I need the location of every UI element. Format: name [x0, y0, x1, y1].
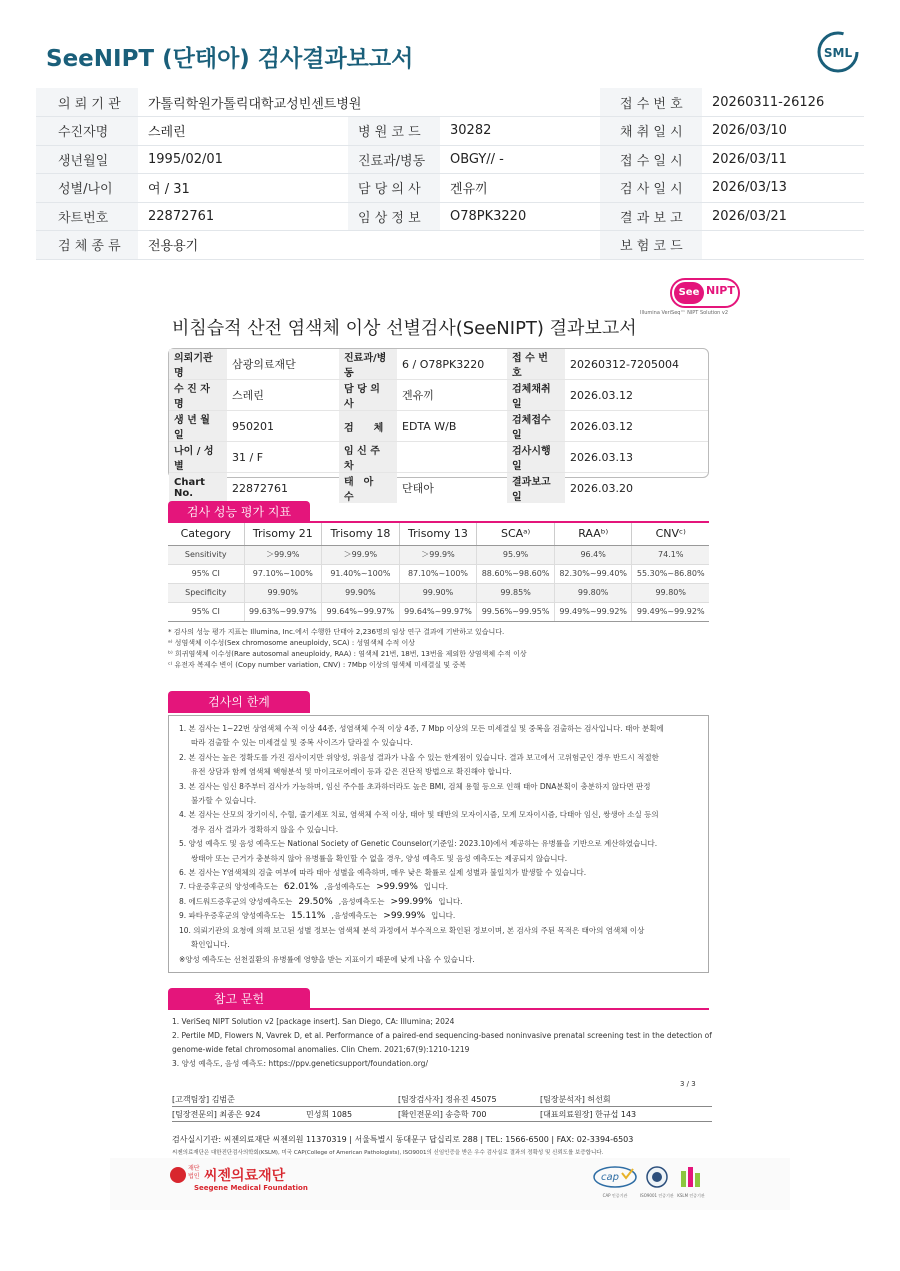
ppv-line: [179, 880, 701, 894]
perf-cell: 99.80%: [632, 583, 709, 602]
outer-value: 스레린: [138, 117, 348, 146]
info-label: 생 년 월 일: [169, 411, 227, 442]
perf-cell: Specificity: [168, 583, 244, 602]
perf-cell: 99.85%: [477, 583, 555, 602]
outer-label: 임 상 정 보: [348, 202, 440, 231]
outer-info-table: [36, 88, 864, 260]
perf-cell: Sensitivity: [168, 545, 244, 564]
perf-cell: 82.30%~99.40%: [554, 564, 632, 583]
ppv-line: [179, 909, 701, 923]
info-label: 수 진 자 명: [169, 380, 227, 411]
info-label: 결과보고일: [507, 473, 565, 504]
perf-note: * 검사의 성능 평가 지표는 Illumina, Inc.에서 수행한 단태아 2,236명의 임상 연구 결과에 기반하고 있습니다.: [168, 628, 505, 636]
perf-tab: 검사 성능 평가 지표: [168, 501, 310, 523]
lab-info: 검사실시기관: 씨젠의료재단 씨젠의원 11370319 | 서울특별시 동대문구 답십리로 288 | TEL: 1566-6500 | FAX: 02-3394-6503: [172, 1135, 634, 1144]
reference-item: 3. 양성 예측도, 음성 예측도: https://ppv.geneticsupport/foundation.org/: [172, 1059, 428, 1068]
outer-info-row: [36, 117, 864, 146]
ppv-suffix: 입니다.: [438, 896, 463, 906]
outer-info-row: [36, 174, 864, 203]
limit-line: 6. 본 검사는 Y염색체의 검출 여부에 따라 태아 성별을 예측하며, 매우 낮은 확률로 실제 성별과 불일치가 발생할 수 있습니다.: [179, 868, 587, 878]
signature-block: [172, 1092, 712, 1122]
outer-empty: [348, 231, 600, 260]
perf-cell: 91.40%~100%: [322, 564, 400, 583]
info-value: 단태아: [402, 482, 434, 495]
perf-cell: ＞99.9%: [244, 545, 322, 564]
outer-info-row: [36, 202, 864, 231]
reference-item: 1. VeriSeq NIPT Solution v2 [package insert]. San Diego, CA: Illumina; 2024: [172, 1017, 455, 1026]
outer-value: 가톨릭학원가톨릭대학교성빈센트병원: [138, 88, 600, 117]
outer-value: 30282: [440, 117, 600, 146]
outer-value: [702, 231, 864, 260]
outer-value: 1995/02/01: [138, 145, 348, 174]
perf-note: ᵃ⁾ 성염색체 이수성(Sex chromosome aneuploidy, SCA) : 성염색체 수적 이상: [168, 639, 415, 647]
references: [172, 1015, 712, 1071]
signature-entry: [대표의료원장] 한규섭 143: [540, 1110, 637, 1119]
info-label: 의뢰기관명: [169, 349, 227, 380]
perf-cell: 99.64%~99.97%: [322, 602, 400, 621]
outer-label: 차트번호: [36, 202, 138, 231]
info-label: 담 당 의 사: [339, 380, 397, 411]
info-label: 검 체: [339, 411, 397, 442]
cap-cert: cap CAP 인증기관: [592, 1165, 638, 1199]
perf-note: ᶜ⁾ 유전자 복제수 변이 (Copy number variation, CNV) : 7Mbp 이상의 염색체 미세결실 및 중복: [168, 661, 466, 669]
perf-cell: 99.56%~99.95%: [477, 602, 555, 621]
outer-value: 전용용기: [138, 231, 348, 260]
perf-header: Trisomy 21: [244, 523, 322, 545]
outer-value: O78PK3220: [440, 202, 600, 231]
perf-cell: ＞99.9%: [399, 545, 477, 564]
outer-value: 20260311-26126: [702, 88, 864, 117]
info-label: 접 수 번 호: [507, 349, 565, 380]
perf-cell: 99.49%~99.92%: [632, 602, 709, 621]
perf-header-row: [168, 523, 709, 545]
perf-header: CNVᶜ⁾: [632, 523, 709, 545]
outer-info-row: [36, 231, 864, 260]
kslm-logo-icon: [676, 1165, 706, 1189]
ppv-prefix: 8. 에드워드증후군의 양성예측도는: [179, 896, 293, 906]
npv-label: ,음성예측도는: [338, 896, 385, 906]
npv-label: ,음성예측도는: [324, 882, 371, 892]
info-value: 950201: [227, 411, 339, 442]
limits-box: [168, 715, 709, 973]
perf-note: ᵇ⁾ 희귀염색체 이수성(Rare autosomal aneuploidy, RAA) : 염색체 21번, 18번, 13번을 제외한 상염색체 수적 이상: [168, 650, 527, 658]
performance-notes: [168, 627, 527, 671]
perf-cell: 99.90%: [399, 583, 477, 602]
limit-line: 1. 본 검사는 1~22번 상염색체 수적 이상 44종, 성염색체 수적 이상 4종, 7 Mbp 이상의 모든 미세결실 및 중복을 검출하는 검사입니다. 태아 분획에: [179, 724, 664, 733]
limit-line: 확인입니다.: [191, 940, 230, 950]
info-value: 31 / F: [227, 442, 339, 473]
outer-value: 2026/03/21: [702, 202, 864, 231]
iso-cert: ISO9001 인증기관: [640, 1165, 674, 1199]
limit-line: ※양성 예측도는 선천질환의 유병률에 영향을 받는 지표이기 때문에 낮게 나올 수 있습니다.: [179, 954, 475, 964]
outer-value: 겐유끼: [440, 174, 600, 203]
perf-header: Category: [168, 523, 244, 545]
limit-line: 4. 본 검사는 산모의 장기이식, 수혈, 줄기세포 치료, 염색체 수적 이상, 태아 및 태반의 모자이시즘, 모계 모자이시즘, 다태아 임신, 쌍생아 소실 등의: [179, 810, 659, 820]
signature-entry: [팀장검사자] 정유진 45075: [398, 1095, 497, 1104]
signature-entry: 민성희 1085: [306, 1110, 353, 1119]
limit-line: 유전 상담과 함께 염색체 핵형분석 및 마이크로어레이 등과 같은 진단적 방법으로 확진해야 합니다.: [191, 767, 512, 777]
perf-cell: 95.9%: [477, 545, 555, 564]
signature-entry: [팀장분석자] 허선회: [540, 1095, 611, 1104]
outer-info-row: [36, 88, 864, 117]
info-label: 검체채취일: [507, 380, 565, 411]
seenipt-subtitle: Illumina VeriSeq™ NIPT Solution v2: [640, 310, 729, 316]
svg-text:cap: cap: [601, 1172, 619, 1183]
perf-cell: ＞99.9%: [322, 545, 400, 564]
limit-line: 불가할 수 있습니다.: [191, 796, 257, 806]
ppv-prefix: 7. 다운증후군의 양성예측도는: [179, 882, 278, 892]
seegene-mark-icon: [170, 1167, 186, 1183]
outer-label: 수진자명: [36, 117, 138, 146]
limit-line: 3. 본 검사는 임신 8주부터 검사가 가능하며, 임신 주수를 초과하더라도 높은 BMI, 검체 용혈 등으로 인해 태아 DNA분획이 충분하지 않다면 판정: [179, 781, 651, 791]
info-label: 나이 / 성별: [169, 442, 227, 473]
perf-cell: 99.90%: [322, 583, 400, 602]
info-value: 삼광의료재단: [227, 349, 339, 380]
perf-row: [168, 564, 709, 583]
seenipt-logo: See NIPT: [670, 278, 740, 308]
svg-text:SML: SML: [823, 46, 853, 60]
perf-cell: 95% CI: [168, 564, 244, 583]
limit-line: 따라 검출할 수 있는 미세결실 및 중복 사이즈가 달라질 수 있습니다.: [191, 738, 413, 748]
info-value: 스레린: [227, 380, 339, 411]
perf-cell: 99.63%~99.97%: [244, 602, 322, 621]
npv-value: >99.99%: [376, 882, 418, 893]
outer-value: 2026/03/11: [702, 145, 864, 174]
kslm-cert: KSLM 인증기관: [676, 1165, 706, 1199]
perf-cell: 95% CI: [168, 602, 244, 621]
info-label: Chart No.: [169, 473, 227, 504]
info-value: EDTA W/B: [397, 411, 507, 442]
info-value: 겐유끼: [397, 380, 507, 411]
outer-label: 성별/나이: [36, 174, 138, 203]
sml-logo: [816, 30, 860, 74]
perf-cell: 87.10%~100%: [399, 564, 477, 583]
outer-value: 2026/03/13: [702, 174, 864, 203]
perf-cell: 96.4%: [554, 545, 632, 564]
embedded-report: See NIPT Illumina VeriSeq™ NIPT Solution v2 비침습적 산전 염색체 이상 선별검사(SeeNIPT) 결과보고서 의뢰기관명 삼광의료재단 진료과/병동 6 / O78PK3220 접 수 번 호 20260312-7205004 수 진 자 명 스레린 담 당 의 사 겐유끼 검체채취일 2026.03.12 생 년 월 일 950201 검 체 EDTA W/B 검체접수일 2026.03.12 나이 / 성별 31 / F 임 신 주 차 검사시행일 2026.03.13 Chart No. 22872761 태 아 수 단태아 결과보고일 2026.03.20 검사 성능 평가 지표 Category Trisomy 21 Trisomy 18 Trisomy 13 SCAᵃ⁾ RAAᵇ⁾ CNVᶜ⁾ Sensitivity ＞99.9% ＞99.9% ＞99.9% 95.9% 96.4% 74.1% 95% CI 97.10%~100% 91.40%~100% 87.10%~100% 88.60%~98.60% 82.30%~99.40% 55.30%~86.80% Specificity 99.90% 99.90% 99.90% 99.85% 99.80% 99.80% 95% CI 99.63%~99.97% 99.64%~99.97% 99.64%~99.97% 99.56%~99.95% 99.49%~99.92% 99.49%~99.92% * 검사의 성능 평가 지표는 Illumina, Inc.에서 수행한 단태아 2,236명의 임상 연구 결과에 기반하고 있습니다. ᵃ⁾ 성염색체 이수성(Sex chromosome aneuploidy, SCA) : 성염색체 수적 이상 ᵇ⁾ 희귀염색체 이수성(Rare autosomal aneuploidy, RAA) : 염색체 21번, 18번, 13번을 제외한 상염색체 수적 이상 ᶜ⁾ 유전자 복제수 변이 (Copy number variation, CNV) : 7Mbp 이상의 염색체 미세결실 및 중복 검사의 한계 1. 본 검사는 1~22번 상염색체 수적 이상 44종, 성염색체 수적 이상 4종, 7 Mbp 이상의 모든 미세결실 및 중복을 검출하는 검사입니다. 태아 분획에 따라 검출할 수 있는 미세결실 및 중복 사이즈가 달라질 수 있습니다. 2. 본 검사는 높은 정확도를 가진 검사이지만 위양성, 위음성 결과가 나올 수 있는 한계점이 있습니다. 결과 보고에서 고위험군인 경우 반드시 적절한 유전 상담과 함께 염색체 핵형분석 및 마이크로어레이 등과 같은 진단적 방법으로 확진해야 합니다. 3. 본 검사는 임신 8주부터 검사가 가능하며, 임신 주수를 초과하더라도 높은 BMI, 검체 용혈 등으로 인해 태아 DNA분획이 충분하지 않다면 판정 불가할 수 있습니다. 4. 본 검사는 산모의 장기이식, 수혈, 줄기세포 치료, 염색체 수적 이상, 태아 및 태반의 모자이시즘, 모계 모자이시즘, 다태아 임신, 쌍생아 소실 등의 경우 검사 결과가 정확하지 않을 수 있습니다. 5. 양성 예측도 및 음성 예측도는 National Society of Genetic Counselor(기준일: 2023.10)에서 제공하는 유병률을 기반으로 계산하였습니다. 쌍태아 또는 근거가 충분하지 않아 유병률을 확인할 수 없을 경우, 양성 예측도 및 음성 예측도는 제공되지 않습니다. 6. 본 검사는 Y염색체의 검출 여부에 따라 태아 성별을 예측하며, 매우 낮은 확률로 실제 성별과 불일치가 발생할 수 있습니다. 7. 다운증후군의 양성예측도는 62.01% ,음성예측도는 >99.99% 입니다. 8. 에드워드증후군의 양성예측도는 29.50% ,음성예측도는 >99.99% 입니다. 9. 파타우증후군의 양성예측도는 15.11% ,음성예측도는 >99.99% 입니다. 10. 의뢰기관의 요청에 의해 보고된 성별 정보는 염색체 분석 과정에서 부수적으로 확인된 정보이며, 본 검사의 주된 목적은 태아의 염색체 이상 확인입니다. ※양성 예측도는 선천질환의 유병률에 영향을 받는 지표이기 때문에 낮게 나올 수 있습니다. 참고 문헌 1. VeriSeq NIPT Solution v2 [package insert]. San Diego, CA: Illumina; 2024 2. Pertile MD, Flowers N, Vavrek D, et al. Performance of a paired-end sequencing-based noninvasive prenatal screening test in the detection of genome-wide fetal chromosomal anomalies. Clin Chem. 2021;67(9):1210-1219 3. 양성 예측도, 음성 예측도: https://ppv.geneticsupport/foundation.org/ 3 / 3 [고객팀장] 김범준 [팀장검사자] 정유진 45075 [팀장분석자] 허선회 [팀장전문의] 최종은 924 민성희 1085 [확인전문의] 송층학 700 [대표의료원장] 한규섭 143 검사실시기관: 씨젠의료재단 씨젠의원 11370319 | 서울특별시 동대문구 답십리로 288 | TEL: 1566-6500 | FAX: 02-3394-6503 씨젠의료재단은 대한진단검사의학회(KSLM), 미국 CAP(College of American Pathologists), ISO9001의 신임인증을 받은 우수 검사실로 결과의 정확성 및 신뢰도를 보증합니다. 재단법인 씨젠의료재단 Seegene Medical Foundation cap CAP 인증기관 ISO9001 인증기관 KSLM 인증기관: [110, 270, 790, 1220]
info-value: 20260312-7205004: [565, 349, 708, 380]
outer-label: 검 체 종 류: [36, 231, 138, 260]
signature-entry: [고객팀장] 김범준: [172, 1095, 235, 1104]
patient-info-row: [169, 442, 708, 473]
ppv-value: 29.50%: [298, 896, 333, 907]
outer-value: OBGY// -: [440, 145, 600, 174]
info-value: [397, 442, 507, 473]
patient-info-row: [169, 349, 708, 380]
perf-header: Trisomy 18: [322, 523, 400, 545]
accreditation-note: 씨젠의료재단은 대한진단검사의학회(KSLM), 미국 CAP(College of American Pathologists), ISO9001의 신임인증을 받은 우수 검사실로 결과의 정확성 및 신뢰도를 보증합니다.: [172, 1150, 604, 1156]
perf-header: SCAᵃ⁾: [477, 523, 555, 545]
info-label: 검사시행일: [507, 442, 565, 473]
outer-label: 생년월일: [36, 145, 138, 174]
info-label: 임 신 주 차: [339, 442, 397, 473]
npv-value: >99.99%: [390, 896, 433, 907]
limit-line: 5. 양성 예측도 및 음성 예측도는 National Society of Genetic Counselor(기준일: 2023.10)에서 제공하는 유병률을 기반으로 계산하였습니다.: [179, 839, 658, 849]
outer-label: 보 험 코 드: [600, 231, 702, 260]
perf-row: [168, 602, 709, 621]
npv-label: ,음성예측도는: [331, 911, 378, 921]
limit-line: 2. 본 검사는 높은 정확도를 가진 검사이지만 위양성, 위음성 결과가 나올 수 있는 한계점이 있습니다. 결과 보고에서 고위험군인 경우 반드시 적절한: [179, 752, 659, 762]
perf-cell: 99.64%~99.97%: [399, 602, 477, 621]
info-value: 2026.03.12: [565, 380, 708, 411]
ppv-value: 62.01%: [283, 882, 319, 893]
signature-entry: [확인전문의] 송층학 700: [398, 1110, 487, 1119]
outer-label: 병 원 코 드: [348, 117, 440, 146]
ppv-suffix: 입니다.: [431, 911, 456, 921]
info-label: 진료과/병동: [339, 349, 397, 380]
ref-divider: [168, 1008, 709, 1010]
outer-info-row: [36, 145, 864, 174]
outer-label: 의 뢰 기 관: [36, 88, 138, 117]
report-title: 비침습적 산전 염색체 이상 선별검사(SeeNIPT) 결과보고서: [172, 318, 637, 339]
page-title: SeeNIPT (단태아) 검사결과보고서: [46, 46, 414, 72]
info-value: 22872761: [232, 481, 288, 495]
outer-label: 담 당 의 사: [348, 174, 440, 203]
npv-value: >99.99%: [383, 911, 426, 922]
outer-value: 여 / 31: [138, 174, 348, 203]
outer-label: 검 사 일 시: [600, 174, 702, 203]
patient-info-row: [169, 380, 708, 411]
iso-logo-icon: [642, 1165, 672, 1189]
signature-entry: [팀장전문의] 최종은 924: [172, 1110, 261, 1119]
perf-header: Trisomy 13: [399, 523, 477, 545]
info-label: 검체접수일: [507, 411, 565, 442]
patient-info-box: [168, 348, 709, 503]
perf-cell: 74.1%: [632, 545, 709, 564]
perf-cell: 97.10%~100%: [244, 564, 322, 583]
perf-cell: 55.30%~86.80%: [632, 564, 709, 583]
ppv-suffix: 입니다.: [423, 882, 449, 892]
perf-header: RAAᵇ⁾: [554, 523, 632, 545]
ppv-value: 15.11%: [291, 911, 326, 922]
perf-cell: 88.60%~98.60%: [477, 564, 555, 583]
perf-cell: 99.49%~99.92%: [554, 602, 632, 621]
perf-row: [168, 545, 709, 564]
info-value: 2026.03.12: [565, 411, 708, 442]
patient-info-row: [169, 473, 708, 504]
info-value: 2026.03.13: [565, 442, 708, 473]
info-value: 6 / O78PK3220: [397, 349, 507, 380]
info-value: 2026.03.20: [570, 481, 633, 495]
limit-tab: 검사의 한계: [168, 691, 310, 713]
perf-cell: 99.80%: [554, 583, 632, 602]
ppv-prefix: 9. 파타우증후군의 양성예측도는: [179, 911, 286, 921]
perf-cell: 99.90%: [244, 583, 322, 602]
outer-value: 22872761: [138, 202, 348, 231]
limit-line: 쌍태아 또는 근거가 충분하지 않아 유병률을 확인할 수 없을 경우, 양성 예측도 및 음성 예측도는 제공되지 않습니다.: [191, 853, 568, 863]
perf-row: [168, 583, 709, 602]
outer-label: 채 취 일 시: [600, 117, 702, 146]
outer-value: 2026/03/10: [702, 117, 864, 146]
page-number: 3 / 3: [680, 1080, 696, 1088]
limit-line: 경우 검사 결과가 정확하지 않을 수 있습니다.: [191, 824, 339, 834]
reference-item: 2. Pertile MD, Flowers N, Vavrek D, et al. Performance of a paired-end sequencing-based noninvasive prenatal screening test in the detection of: [172, 1031, 712, 1040]
ref-tab: 참고 문헌: [168, 988, 310, 1010]
cap-logo-icon: [592, 1165, 638, 1189]
outer-label: 진료과/병동: [348, 145, 440, 174]
info-label: 태 아 수: [339, 473, 397, 504]
outer-label: 접 수 일 시: [600, 145, 702, 174]
outer-label: 결 과 보 고: [600, 202, 702, 231]
limit-line: 10. 의뢰기관의 요청에 의해 보고된 성별 정보는 염색체 분석 과정에서 부수적으로 확인된 정보이며, 본 검사의 주된 목적은 태아의 염색체 이상: [179, 925, 645, 935]
reference-item: genome-wide fetal chromosomal anomalies. Clin Chem. 2021;67(9):1210-1219: [172, 1045, 470, 1054]
outer-label: 접 수 번 호: [600, 88, 702, 117]
performance-table: [168, 523, 709, 622]
ppv-line: [179, 895, 701, 909]
patient-info-row: [169, 411, 708, 442]
